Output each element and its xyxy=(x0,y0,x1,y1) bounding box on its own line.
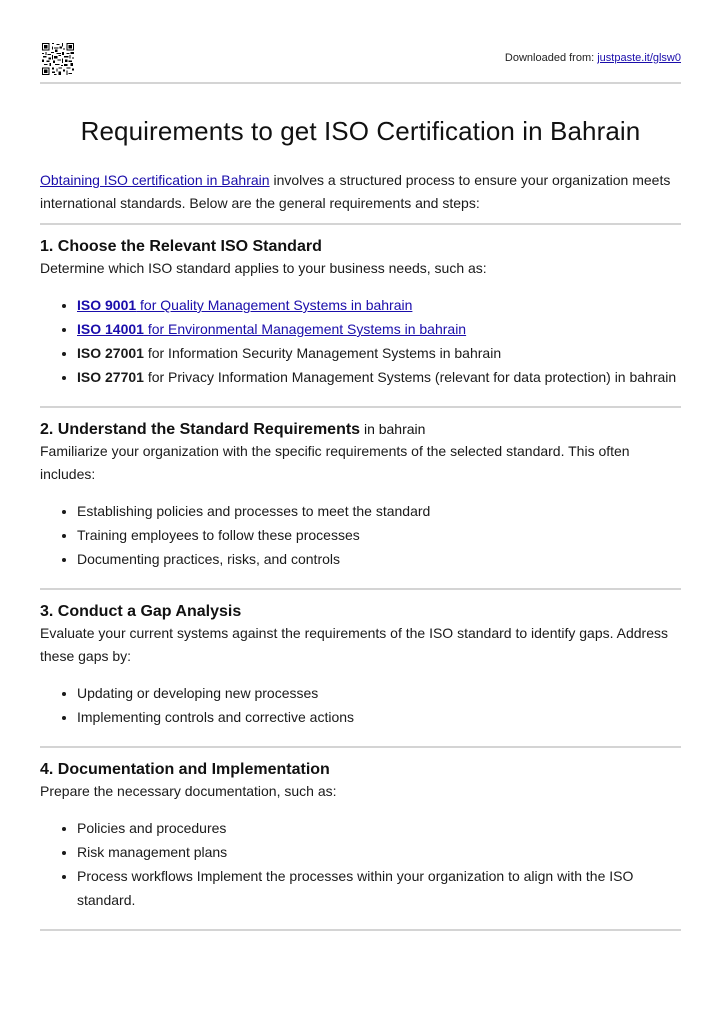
section-heading-text: 3. Conduct a Gap Analysis xyxy=(40,603,242,620)
page-title: Requirements to get ISO Certification in Bahrain xyxy=(80,116,641,146)
list-item-text: for Environmental Management Systems in bahrain xyxy=(143,321,467,337)
list-item xyxy=(77,499,681,523)
section-heading xyxy=(40,761,681,779)
section-divider xyxy=(40,588,681,590)
downloaded-from xyxy=(505,52,681,64)
list-item xyxy=(77,681,681,705)
section-heading-text: 4. Documentation and Implementation xyxy=(40,761,330,778)
intro-paragraph xyxy=(40,169,681,215)
bullet-list xyxy=(40,499,681,571)
section-divider xyxy=(40,223,681,225)
sections-container xyxy=(40,223,681,931)
intro-text: involves a structured process to ensure your organization meets international standards. Below are the general requirements and steps: xyxy=(40,172,671,211)
list-item-text: for Quality Management Systems in bahrain xyxy=(136,297,413,313)
bullet-list xyxy=(40,816,681,912)
list-item-link[interactable] xyxy=(77,297,412,313)
list-item xyxy=(77,547,681,571)
section-heading xyxy=(40,603,681,621)
section-heading-text: 1. Choose the Relevant ISO Standard xyxy=(40,238,322,255)
section-heading xyxy=(40,421,681,439)
intro-link[interactable]: Obtaining ISO certification in Bahrain xyxy=(40,172,270,188)
document-page xyxy=(40,0,681,931)
section-heading-suffix: in bahrain xyxy=(360,421,426,437)
section-heading xyxy=(40,238,681,256)
list-item-text: Implementing controls and corrective actions xyxy=(77,709,355,725)
list-item xyxy=(77,341,681,365)
list-item-text: Policies and procedures xyxy=(77,820,227,836)
section-heading-text: 2. Understand the Standard Requirements xyxy=(40,421,361,438)
section-body: Familiarize your organization with the specific requirements of the selected standard. This often includes: xyxy=(40,443,630,482)
list-item-text: for Privacy Information Management Systems (relevant for data protection) in bahrain xyxy=(143,369,677,385)
list-item xyxy=(77,840,681,864)
page-header xyxy=(40,0,681,84)
list-item-bold: ISO 27701 xyxy=(77,369,144,385)
list-item-bold: ISO 27001 xyxy=(77,345,144,361)
section-body: Determine which ISO standard applies to your business needs, such as: xyxy=(40,260,487,276)
list-item xyxy=(77,705,681,729)
list-item-bold: ISO 14001 xyxy=(77,321,144,337)
list-item-text: for Information Security Management Systems in bahrain xyxy=(143,345,502,361)
list-item xyxy=(77,365,681,389)
list-item-text: Establishing policies and processes to meet the standard xyxy=(77,503,431,519)
list-item xyxy=(77,317,681,341)
section-body: Prepare the necessary documentation, such as: xyxy=(40,783,337,799)
list-item xyxy=(77,864,681,912)
section-divider xyxy=(40,406,681,408)
section-divider xyxy=(40,929,681,931)
list-item xyxy=(77,816,681,840)
bullet-list xyxy=(40,681,681,729)
list-item xyxy=(77,293,681,317)
list-item-text: Risk management plans xyxy=(77,844,228,860)
list-item-text: Process workflows Implement the processes within your organization to align with the ISO standard. xyxy=(77,868,634,908)
bullet-list xyxy=(40,293,681,389)
list-item-text: Documenting practices, risks, and controls xyxy=(77,551,340,567)
list-item-bold: ISO 9001 xyxy=(77,297,137,313)
section-body: Evaluate your current systems against the requirements of the ISO standard to identify gaps. Address these gaps by: xyxy=(40,625,668,664)
source-link[interactable]: justpaste.it/glsw0 xyxy=(597,52,681,64)
list-item-link[interactable] xyxy=(77,321,466,337)
list-item-text: Training employees to follow these processes xyxy=(77,527,360,543)
list-item xyxy=(77,523,681,547)
downloaded-prefix: Downloaded from: xyxy=(504,52,598,64)
qr-code-icon xyxy=(42,43,74,75)
list-item-text: Updating or developing new processes xyxy=(77,685,319,701)
section-divider xyxy=(40,746,681,748)
